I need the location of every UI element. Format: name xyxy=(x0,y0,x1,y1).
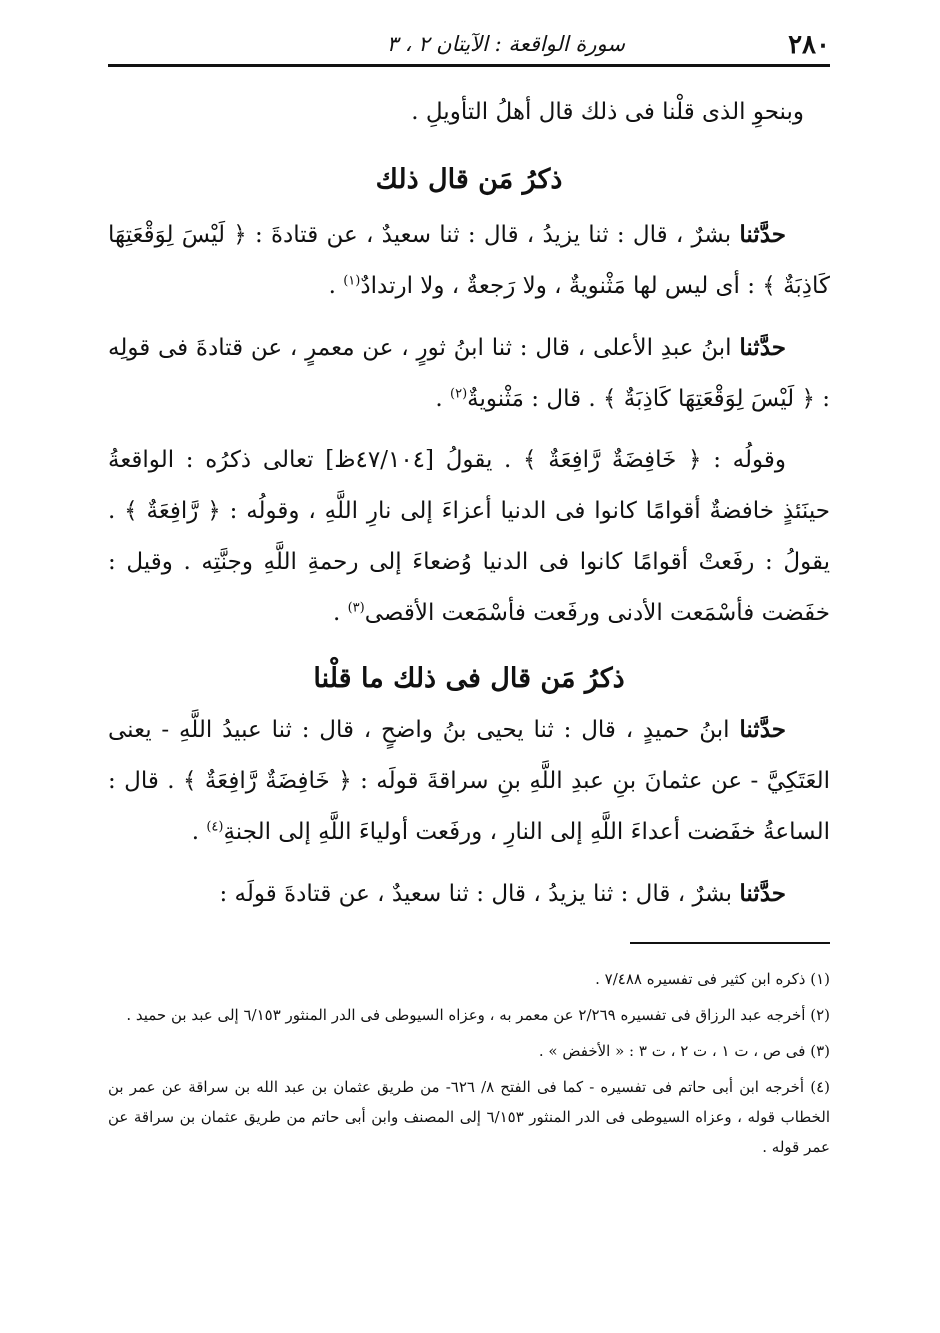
footnote-divider xyxy=(630,942,830,944)
paragraph-text: بشرٌ ، قال : ثنا يزيدُ ، قال : ثنا سعيدٌ ، عن قتادةَ : ﴿ لَيْسَ لِوَقْعَتِهَا كَاذِبَةٌ ﴾ : أى ليس لها مَثْنويةٌ ، ولا رَجعةٌ ، ولا ارتدادٌ xyxy=(108,222,830,299)
paragraph-text: ابنُ حميدٍ ، قال : ثنا يحيى بنُ واضحٍ ، قال : ثنا عبيدُ اللَّهِ - يعنى العَتَكِيَّ - عن عثمانَ بنِ عبدِ اللَّهِ بنِ سراقةَ قولَه : ﴿ خَافِضَةٌ رَّافِعَةٌ ﴾ . قال : الساعةُ خفَضت أعداءَ اللَّهِ إلى النارِ ، ورفَعت أولياءَ اللَّهِ إلى الجنةِ xyxy=(108,717,830,845)
narration-lead: حدَّثنا xyxy=(739,716,786,743)
commentary-paragraph xyxy=(108,435,830,639)
narration-lead: حدَّثنا xyxy=(739,880,786,907)
paragraph-text: وقولُه : ﴿ خَافِضَةٌ رَّافِعَةٌ ﴾ . يقولُ [٤٧/١٠٤ظ] تعالى ذكرُه : الواقعةُ حينَئذٍ خافضةٌ أقوامًا كانوا فى الدنيا أعزاءَ إلى نارِ اللَّهِ ، وقولُه : ﴿ رَّافِعَةٌ ﴾ . يقولُ : رفَعتْ أقوامًا كانوا فى الدنيا وُضعاءَ إلى رحمةِ اللَّهِ وجنَّتِه . وقيل : خفَضت فأسْمَعت الأدنى ورفَعت فأسْمَعت الأقصى xyxy=(108,447,830,626)
footnote: (٣) فى ص ، ت ١ ، ت ٢ ، ت ٣ : « الأخفض » . xyxy=(538,1042,830,1060)
hadith-paragraph xyxy=(108,868,830,920)
running-header-title: سورة الواقعة : الآيتان ٢ ، ٣ xyxy=(386,32,625,56)
footnote-marker[interactable]: (٣) xyxy=(347,600,365,616)
hadith-paragraph xyxy=(108,209,830,312)
running-header xyxy=(108,28,830,64)
paragraph-end: . xyxy=(332,600,348,626)
footnote-marker[interactable]: (٤) xyxy=(206,819,224,835)
footnote: (٢) أخرجه عبد الرزاق فى تفسيره ٢/٢٦٩ عن معمر به ، وعزاه السيوطى فى الدر المنثور ٦/١٥٣ إلى عبد بن حميد . xyxy=(126,1006,830,1024)
hadith-paragraph xyxy=(108,322,830,425)
page-number: ٢٨٠ xyxy=(788,30,830,60)
hadith-paragraph xyxy=(108,704,830,858)
paragraph-text: ابنُ عبدِ الأعلى ، قال : ثنا ابنُ ثورٍ ، عن معمرٍ ، عن قتادةَ فى قولِه : ﴿ لَيْسَ لِوَقْعَتِهَا كَاذِبَةٌ ﴾ . قال : مَثْنويةٌ xyxy=(108,335,830,412)
narration-lead: حدَّثنا xyxy=(739,221,786,248)
section-heading: ذكرُ مَن قال ذلك xyxy=(375,164,563,195)
paragraph-text: بشرٌ ، قال : ثنا يزيدُ ، قال : ثنا سعيدٌ ، عن قتادةَ قولَه : xyxy=(219,881,740,907)
footnote: (١) ذكره ابن كثير فى تفسيره ٧/٤٨٨ . xyxy=(595,970,830,988)
footnotes xyxy=(108,964,830,1162)
footnote-marker[interactable]: (٢) xyxy=(450,386,468,402)
intro-line: وبنحوِ الذى قلْنا فى ذلك قال أهلُ التأويلِ . xyxy=(411,99,804,125)
footnote-marker[interactable]: (١) xyxy=(343,273,361,289)
footnote: (٤) أخرجه ابن أبى حاتم فى تفسيره - كما فى الفتح ٨/ ٦٢٦- من طريق عثمان بن عبد الله بن سراقة عن عمر بن الخطاب قوله ، وعزاه السيوطى فى الدر المنثور ٦/١٥٣ إلى المصنف وابن أبى حاتم من طريق عثمان بن سراقة عن عمر قوله . xyxy=(108,1078,830,1156)
narration-lead: حدَّثنا xyxy=(739,334,786,361)
header-divider xyxy=(108,64,830,67)
book-page xyxy=(108,28,830,1318)
paragraph-end: . xyxy=(191,819,207,845)
paragraph-end: . xyxy=(328,273,344,299)
section-heading: ذكرُ مَن قال فى ذلك ما قلْنا xyxy=(313,663,625,694)
paragraph-end: . xyxy=(435,386,451,412)
